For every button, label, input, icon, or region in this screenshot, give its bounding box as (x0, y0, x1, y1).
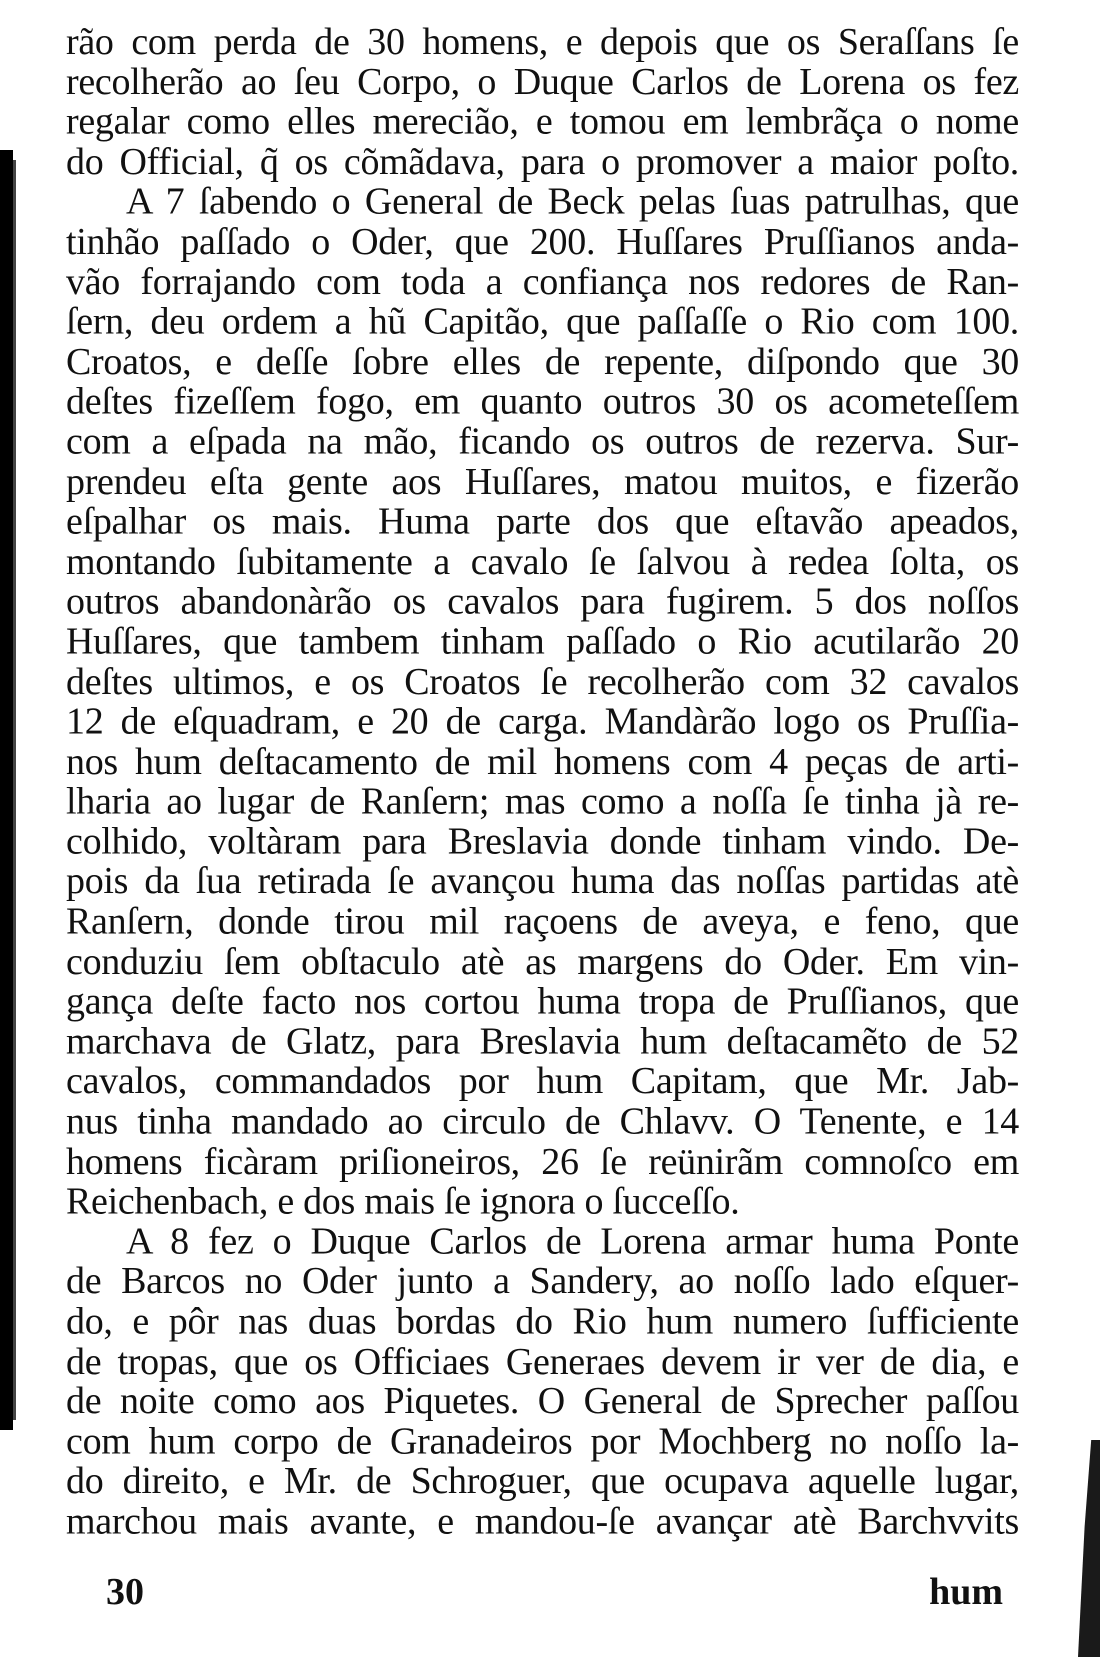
text-line: Huſſares, que tambem tinham paſſado o Rio acutilarão 20 (66, 622, 1019, 663)
text-line: marchava de Glatz, para Breslavia hum deſtacamẽto de 52 (66, 1022, 1019, 1063)
text-line: recolherão ao ſeu Corpo, o Duque Carlos de Lorena os fez (66, 62, 1019, 103)
text-line: lharia ao lugar de Ranſern; mas como a noſſa ſe tinha jà re- (66, 782, 1019, 823)
text-line: conduziu ſem obſtaculo atè as margens do Oder. Em vin- (66, 942, 1019, 983)
text-line: prendeu eſta gente aos Huſſares, matou muitos, e fizerão (66, 462, 1019, 503)
text-line: do Official, q̃ os cõmãdava, para o promover a maior poſto. (66, 142, 1019, 183)
text-line: de tropas, que os Officiaes Generaes devem ir ver de dia, e (66, 1342, 1019, 1383)
text-line: rão com perda de 30 homens, e depois que os Seraſſans ſe (66, 22, 1019, 63)
text-line: eſpalhar os mais. Huma parte dos que eſtavão apeados, (66, 502, 1019, 543)
text-line: do, e pôr nas duas bordas do Rio hum numero ſufficiente (66, 1302, 1019, 1343)
text-line: pois da ſua retirada ſe avançou huma das noſſas partidas atè (66, 862, 1019, 903)
text-line: do direito, e Mr. de Schroguer, que ocupava aquelle lugar, (66, 1462, 1019, 1503)
text-line: de noite como aos Piquetes. O General de Sprecher paſſou (66, 1382, 1019, 1423)
page-body-text (66, 22, 1019, 1542)
text-line: colhido, voltàram para Breslavia donde tinham vindo. De- (66, 822, 1019, 863)
text-line: deſtes fizeſſem fogo, em quanto outros 30 os acometeſſem (66, 382, 1019, 423)
text-line: tinhão paſſado o Oder, que 200. Huſſares Pruſſianos anda- (66, 222, 1019, 263)
text-line: deſtes ultimos, e os Croatos ſe recolherão com 32 cavalos (66, 662, 1019, 703)
page-footer (66, 1570, 1019, 1618)
text-line: A 8 fez o Duque Carlos de Lorena armar huma Ponte (126, 1222, 1019, 1263)
text-line: com hum corpo de Granadeiros por Mochberg no noſſo la- (66, 1422, 1019, 1463)
text-line: A 7 ſabendo o General de Beck pelas ſuas patrulhas, que (126, 182, 1019, 223)
text-line: Ranſern, donde tirou mil raçoens de aveya, e feno, que (66, 902, 1019, 943)
text-line: ſern, deu ordem a hũ Capitão, que paſſaſſe o Rio com 100. (66, 302, 1019, 343)
page-edge-shadow-left-inner (13, 160, 16, 1420)
page-number: 30 (106, 1571, 144, 1613)
text-line: montando ſubitamente a cavalo ſe ſalvou à redea ſolta, os (66, 542, 1019, 583)
text-line: nos hum deſtacamento de mil homens com 4 peças de arti- (66, 742, 1019, 783)
text-line: Reichenbach, e dos mais ſe ignora o ſucceſſo. (66, 1182, 740, 1223)
text-line: nus tinha mandado ao circulo de Chlavv. O Tenente, e 14 (66, 1102, 1019, 1143)
text-line: de Barcos no Oder junto a Sandery, ao noſſo lado eſquer- (66, 1262, 1019, 1303)
text-line: cavalos, commandados por hum Capitam, que Mr. Jab- (66, 1062, 1019, 1103)
text-line: vão forrajando com toda a confiança nos redores de Ran- (66, 262, 1019, 303)
text-line: 12 de eſquadram, e 20 de carga. Mandàrão logo os Pruſſia- (66, 702, 1019, 743)
text-line: gança deſte facto nos cortou huma tropa de Pruſſianos, que (66, 982, 1019, 1023)
catchword: hum (929, 1571, 1003, 1613)
text-line: regalar como elles merecião, e tomou em lembrãça o nome (66, 102, 1019, 143)
page-edge-shadow-right (1078, 1440, 1100, 1657)
text-line: marchou mais avante, e mandou-ſe avançar atè Barchvvits (66, 1502, 1019, 1543)
text-line: com a eſpada na mão, ficando os outros de rezerva. Sur- (66, 422, 1019, 463)
text-line: outros abandonàrão os cavalos para fugirem. 5 dos noſſos (66, 582, 1019, 623)
text-line: homens ficàram priſioneiros, 26 ſe reünirãm comnoſco em (66, 1142, 1019, 1183)
text-line: Croatos, e deſſe ſobre elles de repente, diſpondo que 30 (66, 342, 1019, 383)
page-edge-shadow-left (0, 150, 13, 1430)
